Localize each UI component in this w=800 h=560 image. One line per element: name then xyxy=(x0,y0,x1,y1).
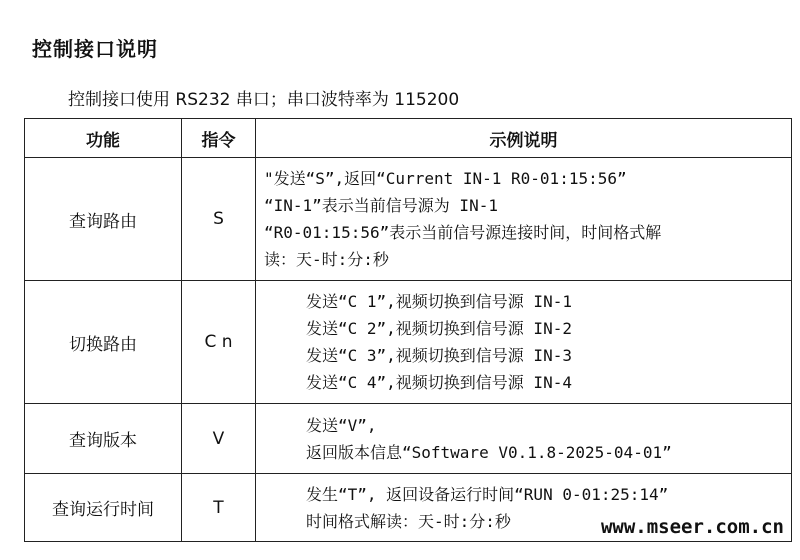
page-title: 控制接口说明 xyxy=(32,37,158,61)
description-line: 发送“C 2”,视频切换到信号源 IN-2 xyxy=(306,319,572,338)
row-command: V xyxy=(182,404,256,474)
header-description: 示例说明 xyxy=(256,119,792,158)
row-description xyxy=(256,158,792,281)
table-row xyxy=(25,404,792,474)
description-line: “IN-1”表示当前信号源为 IN-1 xyxy=(264,196,498,215)
description-line: 返回版本信息“Software V0.1.8-2025-04-01” xyxy=(306,442,672,462)
row-command: T xyxy=(182,474,256,542)
table-row xyxy=(25,158,792,281)
row-command: S xyxy=(182,158,256,281)
table-header-row xyxy=(25,119,792,158)
description-line: 发送“C 4”,视频切换到信号源 IN-4 xyxy=(306,373,572,392)
header-function: 功能 xyxy=(25,119,182,158)
row-description xyxy=(256,404,792,474)
row-command: C n xyxy=(182,281,256,404)
row-function: 查询运行时间 xyxy=(25,474,182,542)
description-line: "发送“S”,返回“Current IN-1 R0-01:15:56” xyxy=(264,169,627,188)
table-row xyxy=(25,281,792,404)
description-line: “R0-01:15:56”表示当前信号源连接时间，时间格式解 xyxy=(264,223,662,242)
description-line: 读：天-时:分:秒 xyxy=(264,250,389,269)
command-table xyxy=(24,118,792,542)
intro-text: 控制接口使用 RS232 串口；串口波特率为 115200 xyxy=(68,90,460,110)
description-line: 发送“C 1”,视频切换到信号源 IN-1 xyxy=(306,292,572,311)
description-line: 时间格式解读：天-时:分:秒 xyxy=(306,511,511,531)
watermark: www.mseer.com.cn xyxy=(600,516,784,538)
description-line: 发送“C 3”,视频切换到信号源 IN-3 xyxy=(306,346,572,365)
description-line: 发送“V”, xyxy=(306,415,377,435)
row-description xyxy=(256,281,792,404)
row-function: 查询路由 xyxy=(25,158,182,281)
description-line: 发生“T”, 返回设备运行时间“RUN 0-01:25:14” xyxy=(306,484,669,504)
row-function: 查询版本 xyxy=(25,404,182,474)
header-command: 指令 xyxy=(182,119,256,158)
row-function: 切换路由 xyxy=(25,281,182,404)
